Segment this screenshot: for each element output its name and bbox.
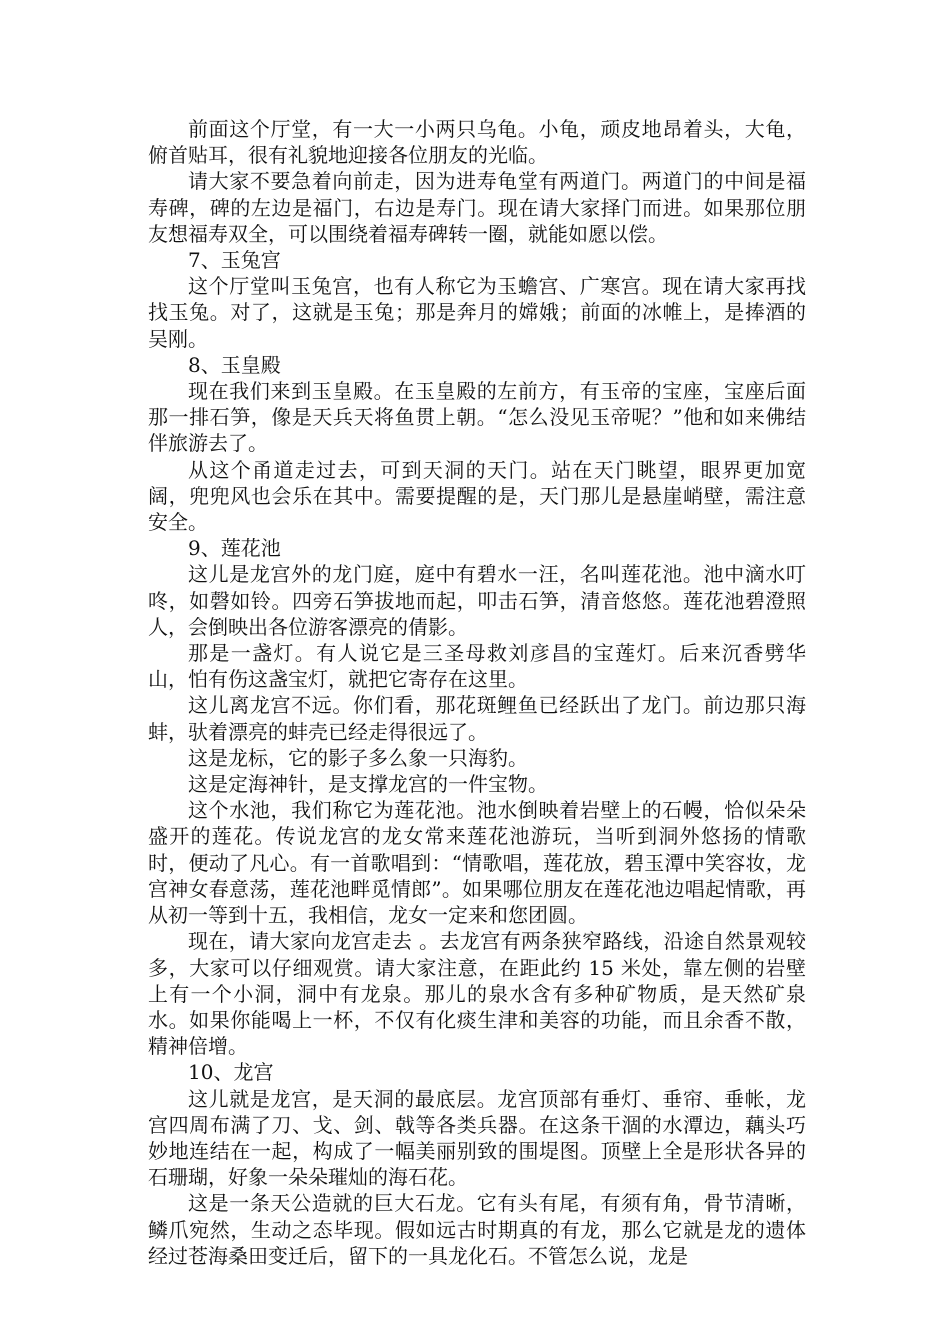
paragraph: 这是定海神针，是支撑龙宫的一件宝物。 xyxy=(188,772,548,797)
paragraph: 前面这个厅堂，有一大一小两只乌龟。小龟，顽皮地昂着头，大龟，俯首贴耳，很有礼貌地迎接各位朋友的光临。 xyxy=(148,117,806,168)
paragraph: 现在，请大家向龙宫走去 。去龙宫有两条狭窄路线，沿途自然景观较多，大家可以仔细观赏。请大家注意，在距此约 15 米处，靠左侧的岩壁上有一个小洞，洞中有龙泉。那儿的泉水含有多种矿物质，是天然矿泉水。如果你能喝上一杯，不仅有化痰生津和美容的功能，而且余香不散，精神倍增。 xyxy=(148,929,806,1059)
paragraph: 现在我们来到玉皇殿。在玉皇殿的左前方，有玉帝的宝座，宝座后面那一排石笋，像是天兵天将鱼贯上朝。“怎么没见玉帝呢？”他和如来佛结伴旅游去了。 xyxy=(148,379,806,456)
section-heading: 10、龙宫 xyxy=(188,1060,274,1085)
paragraph: 从这个甬道走过去，可到天洞的天门。站在天门眺望，眼界更加宽阔，兜兜风也会乐在其中。需要提醒的是，天门那儿是悬崖峭壁，需注意安全。 xyxy=(148,457,806,535)
paragraph: 这是龙标，它的影子多么象一只海豹。 xyxy=(188,745,528,770)
paragraph: 那是一盏灯。有人说它是三圣母救刘彦昌的宝莲灯。后来沉香劈华山，怕有伤这盏宝灯，就把它寄存在这里。 xyxy=(148,641,806,692)
paragraph: 这儿离龙宫不远。你们看，那花斑鲤鱼已经跃出了龙门。前边那只海蚌，驮着漂亮的蚌壳已经走得很远了。 xyxy=(148,693,806,744)
document-body xyxy=(148,116,806,1269)
paragraph: 这个水池，我们称它为莲花池。池水倒映着岩壁上的石幔，恰似朵朵盛开的莲花。传说龙宫的龙女常来莲花池游玩，当听到洞外悠扬的情歌时，便动了凡心。有一首歌唱到：“情歌唱，莲花放，碧玉潭中笑容妆，龙宫神女春意荡，莲花池畔觅情郎”。如果哪位朋友在莲花池边唱起情歌，再从初一等到十五，我相信，龙女一定来和您团圆。 xyxy=(148,798,806,928)
section-heading: 9、莲花池 xyxy=(188,536,281,561)
section-heading: 7、玉兔宫 xyxy=(188,248,281,273)
paragraph: 这是一条天公造就的巨大石龙。它有头有尾，有须有角，骨节清晰，鳞爪宛然，生动之态毕现。假如远古时期真的有龙，那么它就是龙的遗体经过苍海桑田变迁后，留下的一具龙化石。不管怎么说，龙是 xyxy=(148,1191,806,1268)
paragraph: 请大家不要急着向前走，因为进寿龟堂有两道门。两道门的中间是福寿碑，碑的左边是福门，右边是寿门。现在请大家择门而进。如果那位朋友想福寿双全，可以围绕着福寿碑转一圈，就能如愿以偿。 xyxy=(148,169,806,246)
paragraph: 这个厅堂叫玉兔宫，也有人称它为玉蟾宫、广寒宫。现在请大家再找找玉兔。对了，这就是玉兔；那是奔月的嫦娥；前面的冰帷上，是捧酒的吴刚。 xyxy=(148,274,806,351)
paragraph: 这儿就是龙宫，是天洞的最底层。龙宫顶部有垂灯、垂帘、垂帐，龙宫四周布满了刀、戈、剑、戟等各类兵器。在这条干涸的水潭边，藕头巧妙地连结在一起，构成了一幅美丽别致的围堤图。顶壁上全是形状各异的石珊瑚，好象一朵朵璀灿的海石花。 xyxy=(148,1086,806,1190)
section-heading: 8、玉皇殿 xyxy=(188,352,281,377)
paragraph: 这儿是龙宫外的龙门庭，庭中有碧水一汪，名叫莲花池。池中滴水叮咚，如磬如铃。四旁石笋拔地而起，叩击石笋，清音悠悠。莲花池碧澄照人，会倒映出各位游客漂亮的倩影。 xyxy=(148,562,806,639)
